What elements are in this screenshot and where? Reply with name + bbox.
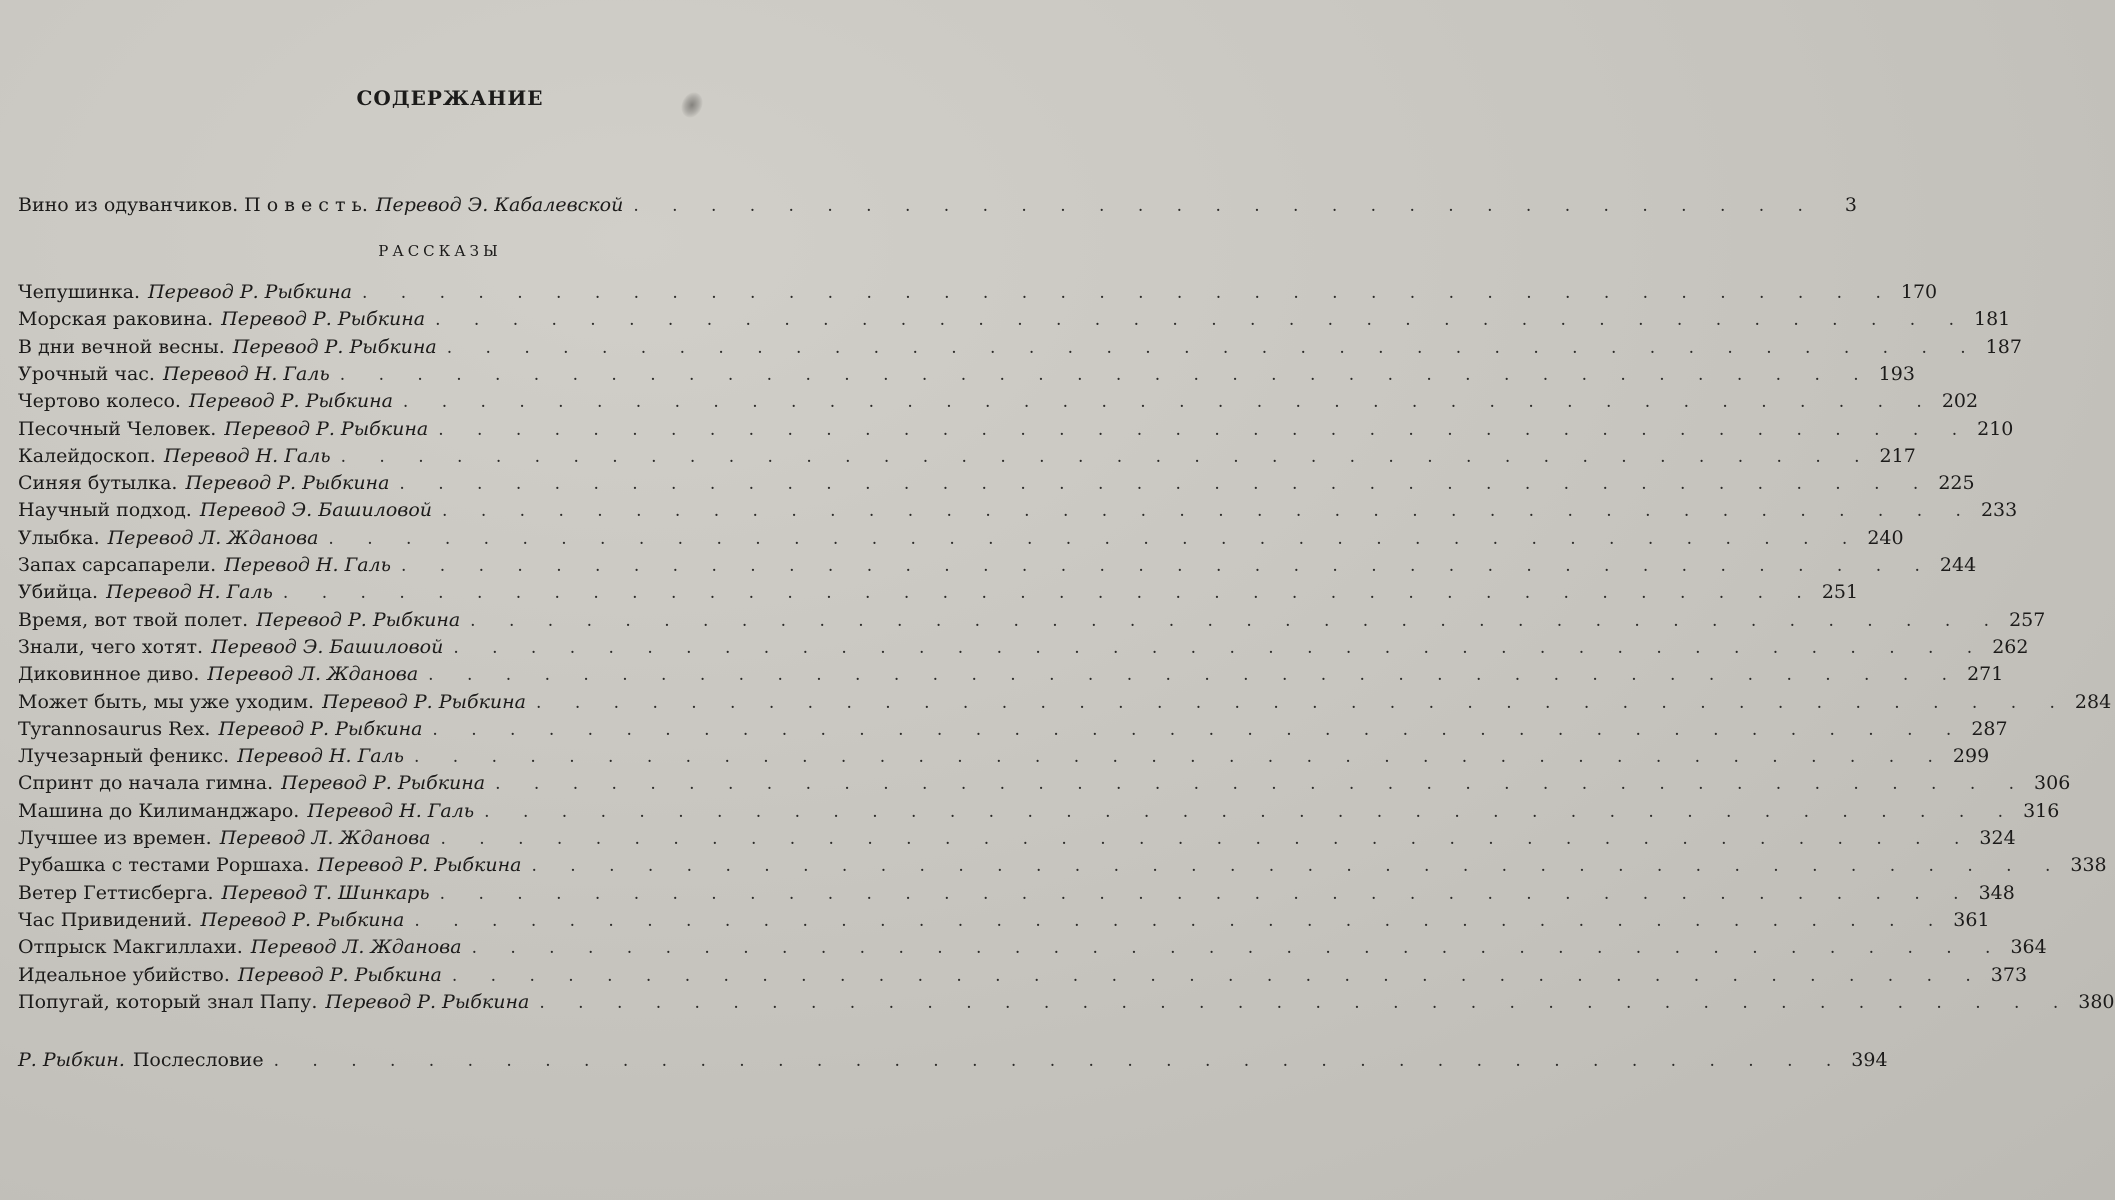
entry-page-number: 187 <box>1985 335 2022 358</box>
dot-leader: . . . . . . . . . . . . . . . . . . . . . . . . . . . . . . . . . . . . . . . . <box>414 910 1948 931</box>
entry-translator: Перевод Р. Рыбкина <box>325 990 530 1013</box>
entry-title: Чертово колесо. <box>18 390 181 413</box>
toc-entry-story <box>18 497 2018 524</box>
entry-title: Рубашка с тестами Роршаха. <box>18 854 310 877</box>
entry-page-number: 244 <box>1939 554 1977 576</box>
entry-page-number: 306 <box>2034 772 2071 795</box>
dot-leader: . . . . . . . . . . . . . . . . . . . . . . . . . . . . . . . . . . . . . . . . <box>361 283 1895 303</box>
toc-entry-story <box>18 334 2022 361</box>
entry-translator: Перевод Н. Галь <box>163 444 331 467</box>
entry-page-number: 3 <box>1844 194 1857 216</box>
dot-leader: . . . . . . . . . . . . . . . . . . . . . . . . . . . . . . . . . . . . . . . . <box>428 665 1962 686</box>
dot-leader: . . . . . . . . . . . . . . . . . . . . . . . . . . . . . . . . . . . . . . . . <box>539 992 2073 1013</box>
afterword-page-number: 394 <box>1851 1049 1888 1071</box>
entry-page-number: 225 <box>1938 472 1975 495</box>
dot-leader: . . . . . . . . . . . . . . . . . . . . . . . . . . . . . . . . . . . . . . . . <box>446 337 1980 358</box>
entry-page-number: 348 <box>1978 881 2015 904</box>
toc-entry-story <box>18 416 2014 443</box>
entry-translator: Перевод Э. Кабалевской <box>375 194 624 216</box>
dot-leader: . . . . . . . . . . . . . . . . . . . . . . . . . . . . . . . . . . . . . . . . <box>442 501 1975 522</box>
dot-leader: . . . . . . . . . . . . . . . . . . . . . . . . . . . . . . . . . . . . . . . . <box>401 556 1934 576</box>
entry-title: Попугай, который знал Папу. <box>18 990 318 1013</box>
entry-page-number: 233 <box>1980 499 2018 522</box>
entry-translator: Перевод Р. Рыбкина <box>256 608 461 631</box>
entry-translator: Перевод Н. Галь <box>162 362 330 385</box>
entry-page-number: 262 <box>1992 635 2029 658</box>
dot-leader: . . . . . . . . . . . . . . . . . . . . . . . . . . . . . . . . . . . . . . . . <box>470 610 2004 631</box>
dot-leader: . . . . . . . . . . . . . . . . . . . . . . . . . . . . . . . . . . . . . . . . <box>440 829 1974 849</box>
toc-entry-story <box>18 388 1979 415</box>
toc-entry-story <box>18 907 1990 934</box>
entry-title: Может быть, мы уже уходим. <box>18 690 315 713</box>
entry-title: Чепушинка. <box>18 281 141 303</box>
entry-translator: Перевод Р. Рыбкина <box>188 390 393 413</box>
entry-translator: Перевод Р. Рыбкина <box>148 281 352 303</box>
dot-leader: . . . . . . . . . . . . . . . . . . . . . . . . . . . . . . . . . . . . . . . . <box>340 446 1874 467</box>
entry-title: Лучшее из времен. <box>18 827 212 849</box>
entry-page-number: 380 <box>2078 990 2115 1013</box>
entry-translator: Перевод Р. Рыбкина <box>218 717 423 740</box>
entry-translator: Перевод Т. Шинкарь <box>221 881 430 904</box>
dot-leader: . . . . . . . . . . . . . . . . . . . . . . . . . . . . . . . . . . . . . . . . <box>453 637 1987 658</box>
entry-title: Научный подход. <box>18 499 192 522</box>
entry-translator: Перевод Л. Жданова <box>219 827 431 849</box>
entry-page-number: 251 <box>1821 581 1859 604</box>
toc-entry-story <box>18 880 2015 907</box>
entry-translator: Перевод Н. Галь <box>106 581 273 604</box>
entry-page-number: 316 <box>2023 799 2060 822</box>
entry-title: Урочный час. <box>18 362 155 385</box>
toc-entry-story <box>18 470 1975 497</box>
entry-translator: Перевод Л. Жданова <box>107 526 319 549</box>
toc-entry-story <box>18 962 2028 989</box>
dot-leader: . . . . . . . . . . . . . . . . . . . . . . . . . . . . . . . . . . . . . . . . <box>432 719 1966 740</box>
entry-page-number: 170 <box>1900 281 1938 303</box>
entry-translator: Перевод Л. Жданова <box>207 663 419 686</box>
toc-entry-story <box>18 689 2112 716</box>
toc-entry-story <box>18 825 2016 852</box>
entry-title: Вино из одуванчиков. П о в е с т ь. <box>18 194 368 216</box>
entry-translator: Перевод Э. Башиловой <box>211 635 444 658</box>
entry-translator: Перевод Р. Рыбкина <box>221 308 426 331</box>
entry-translator: Перевод Р. Рыбкина <box>232 335 437 358</box>
entry-title: Отпрыск Макгиллахи. <box>18 936 243 959</box>
entry-translator: Перевод Р. Рыбкина <box>322 690 527 713</box>
dot-leader: . . . . . . . . . . . . . . . . . . . . . . . . . . . . . . . . . . . . . . . . <box>439 883 1973 904</box>
dot-leader: . . . . . . . . . . . . . . . . . . . . . . . . . . . . . . . . . . . . . . . . <box>402 392 1936 413</box>
dot-leader: . . . . . . . . . . . . . . . . . . . . . . . . . . . . . . . . . . . . . . . . <box>438 419 1972 440</box>
entry-page-number: 287 <box>1971 717 2008 740</box>
dot-leader: . . . . . . . . . . . . . . . . . . . . . . . . . . . . . . . . . . . . . . . . <box>328 528 1862 549</box>
entry-page-number: 193 <box>1878 362 1915 385</box>
entry-translator: Перевод Н. Галь <box>307 799 475 822</box>
dot-leader: . . . . . . . . . . . . . . . . . . . . . . . . . . . . . . . . . . . . . . . . <box>531 856 2065 877</box>
entry-title: Морская раковина. <box>18 308 214 331</box>
entry-translator: Перевод Р. Рыбкина <box>185 472 390 495</box>
toc-entry-story <box>18 552 1977 579</box>
entry-page-number: 361 <box>1953 908 1990 931</box>
entry-title: Запах сарсапарели. <box>18 554 217 576</box>
entry-page-number: 210 <box>1977 417 2014 440</box>
entry-title: Знали, чего хотят. <box>18 635 204 658</box>
entry-translator: Перевод Н. Галь <box>237 745 404 768</box>
entry-translator: Перевод Р. Рыбкина <box>200 908 405 931</box>
toc-entry-afterword <box>18 1047 1888 1074</box>
toc-entry-story <box>18 579 1859 606</box>
toc-entry-story <box>18 716 2008 743</box>
entry-page-number: 240 <box>1867 526 1904 549</box>
entry-page-number: 202 <box>1941 390 1979 413</box>
toc-entry-story <box>18 852 2107 879</box>
entry-page-number: 338 <box>2070 854 2107 877</box>
entry-page-number: 217 <box>1879 444 1916 467</box>
toc-entry-story <box>18 661 2004 688</box>
entry-title: Машина до Килиманджаро. <box>18 799 300 822</box>
dot-leader: . . . . . . . . . . . . . . . . . . . . . . . . . . . . . . . . . . . . . . . . <box>435 310 1968 331</box>
dot-leader: . . . . . . . . . . . . . . . . . . . . . . . . . . . . . . . . . . . . . . . . <box>399 474 1933 495</box>
entry-page-number: 373 <box>1990 963 2028 986</box>
entry-translator: Перевод Р. Рыбкина <box>317 854 522 877</box>
entry-translator: Перевод Р. Рыбкина <box>237 963 442 986</box>
entry-title: В дни вечной весны. <box>18 335 225 358</box>
toc-entry-story <box>18 934 2047 961</box>
toc-entry-story <box>18 525 1904 552</box>
entry-title: Идеальное убийство. <box>18 963 230 986</box>
entry-translator: Перевод Р. Рыбкина <box>281 772 486 795</box>
dot-leader: . . . . . . . . . . . . . . . . . . . . . . . . . . . . . . . . . . . . . . . . <box>339 364 1873 385</box>
dot-leader: . . . . . . . . . . . . . . . . . . . . . . . . . . . . . . . . . . . . . . . . <box>484 801 2018 822</box>
entry-title: Час Привидений. <box>18 908 193 931</box>
afterword-title: Послесловие <box>132 1049 264 1071</box>
toc-entry-story <box>18 443 1916 470</box>
entry-page-number: 257 <box>2009 608 2046 631</box>
entry-page-number: 324 <box>1979 827 2016 849</box>
dot-leader: . . . . . . . . . . . . . . . . . . . . . . . . . . . . . . . <box>633 196 1817 216</box>
dot-leader: . . . . . . . . . . . . . . . . . . . . . . . . . . . . . . . . . . . . . . . . <box>282 583 1816 604</box>
entry-title: Песочный Человек. <box>18 417 217 440</box>
entry-title: Убийца. <box>18 581 99 604</box>
dot-leader: . . . . . . . . . . . . . . . . . . . . . . . . . . . . . . . . . . . . . . . . <box>414 747 1947 768</box>
toc-entry-novel <box>18 192 1857 219</box>
toc-entry-story <box>18 607 2046 634</box>
entry-title: Улыбка. <box>18 526 100 549</box>
toc-entry-story <box>18 989 2115 1016</box>
toc-entry-story <box>18 279 1938 306</box>
entry-title: Диковинное диво. <box>18 663 200 686</box>
dot-leader: . . . . . . . . . . . . . . . . . . . . . . . . . . . . . . . . . . . . . . . . <box>471 938 2005 959</box>
toc-entry-story <box>18 743 1990 770</box>
dot-leader: . . . . . . . . . . . . . . . . . . . . . . . . . . . . . . . . . . . . . . . . <box>451 965 1985 986</box>
dot-leader: . . . . . . . . . . . . . . . . . . . . . . . . . . . . . . . . . . . . . . . . . <box>273 1051 1846 1071</box>
entry-title: Калейдоскоп. <box>18 444 156 467</box>
page-title: СОДЕРЖАНИЕ <box>356 86 544 110</box>
toc-entry-story <box>18 361 1915 388</box>
entry-translator: Перевод Л. Жданова <box>250 936 462 959</box>
entry-title: Синяя бутылка. <box>18 472 178 495</box>
toc-entry-story <box>18 798 2060 825</box>
entry-title: Спринт до начала гимна. <box>18 772 274 795</box>
entry-title: Лучезарный феникс. <box>18 745 230 768</box>
entry-translator: Перевод Э. Башиловой <box>199 499 433 522</box>
afterword-author: Р. Рыбкин. <box>18 1049 125 1071</box>
entry-title: Время, вот твой полет. <box>18 608 249 631</box>
entry-title: Tyrannosaurus Rex. <box>18 717 211 740</box>
dot-leader: . . . . . . . . . . . . . . . . . . . . . . . . . . . . . . . . . . . . . . . . <box>536 692 2069 713</box>
entry-page-number: 284 <box>2074 690 2112 713</box>
entry-translator: Перевод Р. Рыбкина <box>224 417 429 440</box>
dot-leader: . . . . . . . . . . . . . . . . . . . . . . . . . . . . . . . . . . . . . . . . <box>495 774 2029 795</box>
entry-page-number: 271 <box>1967 663 2004 686</box>
entry-translator: Перевод Н. Галь <box>224 554 391 576</box>
toc-entry-story <box>18 770 2071 797</box>
section-heading: РАССКАЗЫ <box>378 242 502 260</box>
entry-title: Ветер Геттисберга. <box>18 881 214 904</box>
entry-page-number: 299 <box>1952 745 1990 768</box>
toc-entry-story <box>18 306 2011 333</box>
entry-page-number: 181 <box>1973 308 2011 331</box>
toc-entry-story <box>18 634 2029 661</box>
entry-page-number: 364 <box>2010 936 2047 959</box>
